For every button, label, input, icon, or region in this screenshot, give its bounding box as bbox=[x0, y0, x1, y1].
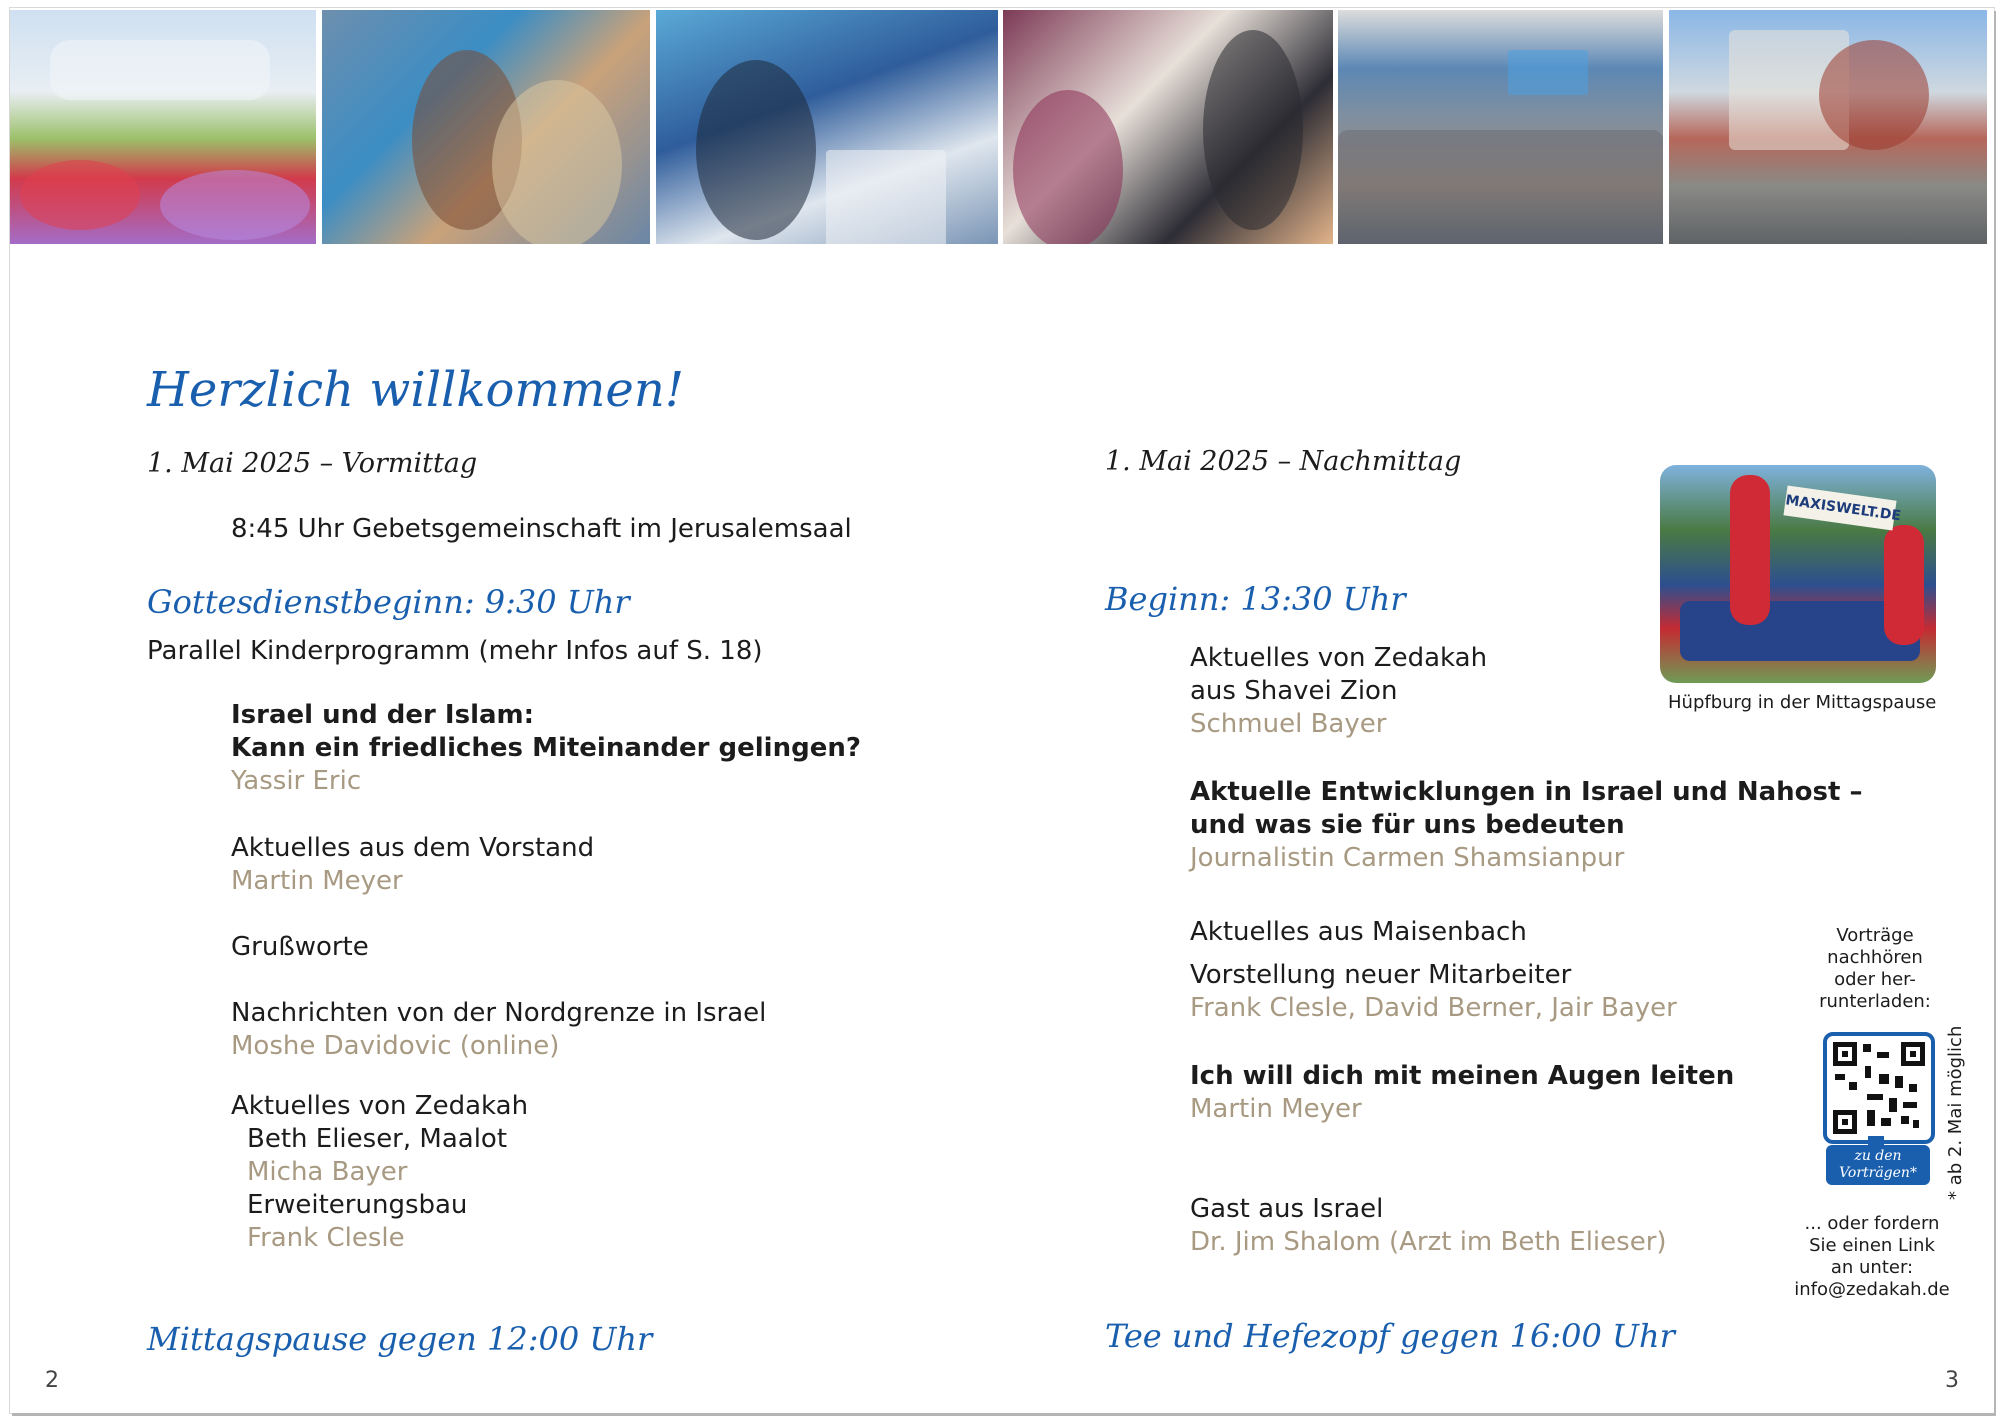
request-line: Sie einen Link bbox=[1809, 1235, 1935, 1256]
bouncy-castle-photo bbox=[1660, 465, 1936, 683]
page-number-right: 3 bbox=[1945, 1368, 1959, 1393]
qr-label-line: Vorträgen* bbox=[1839, 1165, 1917, 1181]
request-line: ... oder fordern bbox=[1804, 1213, 1940, 1234]
request-link-note bbox=[1782, 1213, 1962, 1301]
photo-speaker-podium bbox=[656, 10, 998, 244]
qr-module bbox=[1863, 1044, 1871, 1052]
photo-conversation bbox=[322, 10, 650, 244]
qr-finder-pattern bbox=[1901, 1042, 1925, 1066]
prayer-meeting: 8:45 Uhr Gebetsgemeinschaft im Jerusalemsaal bbox=[231, 514, 852, 544]
qr-module bbox=[1903, 1102, 1917, 1108]
photo-village-street bbox=[1669, 10, 1987, 244]
recordings-line: Vorträge bbox=[1836, 925, 1914, 946]
qr-module bbox=[1865, 1066, 1871, 1078]
qr-module bbox=[1881, 1118, 1891, 1126]
kids-program-note: Parallel Kinderprogramm (mehr Infos auf S. 18) bbox=[147, 636, 763, 666]
recordings-note bbox=[1800, 925, 1950, 1013]
service-start-heading: Gottesdienstbeginn: 9:30 Uhr bbox=[147, 583, 630, 621]
bouncy-caption: Hüpfburg in der Mittagspause bbox=[1668, 692, 1937, 713]
bouncy-tower-shape bbox=[1730, 475, 1770, 625]
afternoon-start-heading: Beginn: 13:30 Uhr bbox=[1105, 580, 1406, 618]
welcome-heading: Herzlich willkommen! bbox=[147, 362, 685, 418]
talk-title: Kann ein friedliches Miteinander gelingen? bbox=[231, 733, 861, 763]
qr-code[interactable] bbox=[1823, 1032, 1935, 1144]
qr-module bbox=[1867, 1110, 1875, 1126]
recordings-line: nachhören bbox=[1827, 947, 1923, 968]
talk-title: aus Shavei Zion bbox=[1190, 676, 1398, 706]
bouncy-tower-shape bbox=[1884, 525, 1924, 645]
qr-module bbox=[1879, 1074, 1889, 1084]
qr-module bbox=[1913, 1120, 1919, 1128]
bouncy-banner: MAXISWELT.DE bbox=[1783, 485, 1896, 530]
talk-speaker: Frank Clesle, David Berner, Jair Bayer bbox=[1190, 993, 1677, 1023]
page-number-left: 2 bbox=[45, 1368, 59, 1393]
contact-email[interactable]: info@zedakah.de bbox=[1794, 1279, 1950, 1300]
qr-finder-pattern bbox=[1833, 1042, 1857, 1066]
qr-module bbox=[1901, 1116, 1909, 1124]
qr-link-button[interactable] bbox=[1826, 1145, 1930, 1185]
lunch-break-heading: Mittagspause gegen 12:00 Uhr bbox=[147, 1320, 653, 1358]
photo-serving-food bbox=[1003, 10, 1333, 244]
talk-title: Ich will dich mit meinen Augen leiten bbox=[1190, 1061, 1735, 1091]
talk-title: Aktuelles von Zedakah bbox=[1190, 643, 1488, 673]
talk-title: Nachrichten von der Nordgrenze in Israel bbox=[231, 998, 767, 1028]
availability-footnote: * ab 2. Mai möglich bbox=[1945, 1025, 1966, 1200]
talk-speaker: Schmuel Bayer bbox=[1190, 709, 1387, 739]
talk-title: Aktuelles aus dem Vorstand bbox=[231, 833, 595, 863]
talk-subtitle: Erweiterungsbau bbox=[247, 1190, 468, 1220]
talk-title: Israel und der Islam: bbox=[231, 700, 535, 730]
talk-title: Aktuelles von Zedakah bbox=[231, 1091, 529, 1121]
talk-title: Aktuelles aus Maisenbach bbox=[1190, 917, 1527, 947]
talk-subtitle: Beth Elieser, Maalot bbox=[247, 1124, 508, 1154]
talk-title: und was sie für uns bedeuten bbox=[1190, 810, 1625, 840]
tea-break-heading: Tee und Hefezopf gegen 16:00 Uhr bbox=[1105, 1317, 1675, 1355]
request-line: an unter: bbox=[1830, 1257, 1914, 1278]
talk-speaker: Martin Meyer bbox=[231, 866, 403, 896]
talk-speaker: Moshe Davidovic (online) bbox=[231, 1031, 560, 1061]
talk-speaker: Dr. Jim Shalom (Arzt im Beth Elieser) bbox=[1190, 1227, 1667, 1257]
talk-speaker: Yassir Eric bbox=[231, 766, 362, 796]
talk-speaker: Journalistin Carmen Shamsianpur bbox=[1190, 843, 1625, 873]
recordings-line: oder her- bbox=[1834, 969, 1916, 990]
qr-finder-pattern bbox=[1833, 1110, 1857, 1134]
talk-speaker: Micha Bayer bbox=[247, 1157, 408, 1187]
qr-module bbox=[1835, 1074, 1845, 1080]
qr-module bbox=[1877, 1052, 1889, 1058]
qr-module bbox=[1909, 1084, 1917, 1092]
qr-module bbox=[1895, 1076, 1903, 1088]
photo-tent-flowers bbox=[10, 10, 316, 244]
afternoon-date: 1. Mai 2025 – Nachmittag bbox=[1105, 446, 1462, 477]
talk-title: Gast aus Israel bbox=[1190, 1194, 1384, 1224]
morning-date: 1. Mai 2025 – Vormittag bbox=[147, 448, 478, 479]
talk-speaker: Martin Meyer bbox=[1190, 1094, 1362, 1124]
photo-audience-hall bbox=[1338, 10, 1663, 244]
recordings-line: runterladen: bbox=[1819, 991, 1931, 1012]
talk-title: Aktuelle Entwicklungen in Israel und Nahost – bbox=[1190, 777, 1863, 807]
talk-title: Grußworte bbox=[231, 932, 369, 962]
qr-label-line: zu den bbox=[1854, 1148, 1902, 1164]
qr-module bbox=[1889, 1098, 1897, 1112]
qr-module bbox=[1867, 1094, 1883, 1100]
talk-speaker: Frank Clesle bbox=[247, 1223, 405, 1253]
qr-module bbox=[1849, 1082, 1857, 1090]
talk-subtitle: Vorstellung neuer Mitarbeiter bbox=[1190, 960, 1572, 990]
